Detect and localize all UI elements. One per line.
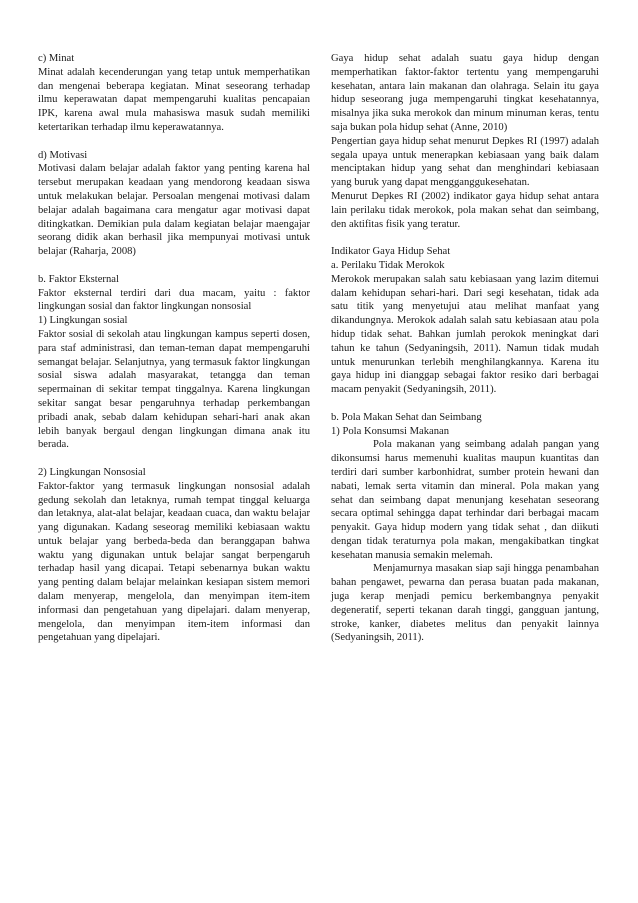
minat-heading: c) Minat: [38, 53, 75, 64]
pola-makan-heading: b. Pola Makan Sehat dan Seimbang: [331, 411, 482, 423]
faktor-eksternal-paragraph: Faktor eksternal terdiri dari dua macam, yaitu : faktor lingkungan sosial dan faktor lingkungan nonsosial: [38, 287, 310, 313]
gaya-hidup-paragraph: Gaya hidup sehat adalah suatu gaya hidup dengan memperhatikan faktor-faktor tertentu yang mempengaruhi kesehatan, antara lain makanan dan olahraga. Selain itu gaya hidup seseorang juga mempengaruhi tingkat kesehatannya, misalnya jika suka merokok dan minum minuman keras, tentu saja bukan pola hidup sehat (Anne, 2010): [331, 53, 599, 133]
tidak-merokok-paragraph: Merokok merupakan salah satu kebiasaan yang lazim ditemui dalam kehidupan sehari-hari. Dari segi kesehatan, tidak ada satu titik yang menyetujui atau melihat manfaat yang dikandungnya. Merokok adalah salah satu kebiasaan atau pola hidup tidak sehat. Bahkan jumlah perokok meningkat dari tahun ke tahun (Sedyaningsih, 2011). Namun tidak mudah untuk menurunkan terlebih menghilangkannya. Karena itu gaya hidup ini dianggap sebagai faktor resiko dari berbagai macam penyakit (Sedyaningsih, 2011).: [331, 273, 599, 396]
motivasi-paragraph: Motivasi dalam belajar adalah faktor yang penting karena hal tersebut merupakan keadaan yang mendorong keadaan siswa untuk melakukan belajar. Persoalan mengenai motivasi dalam belajar adalah bagaimana cara mengatur agar motivasi dapat ditingkatkan. Demikian pula dalam kegiatan belajar maengajar seorang didik akan berhasil jika mempunyai motivasi untuk belajar (Raharja, 2008): [38, 163, 310, 258]
motivasi-heading: d) Motivasi: [38, 149, 88, 161]
faktor-eksternal-heading: b. Faktor Eksternal: [38, 273, 119, 285]
pola-konsumsi-heading: 1) Pola Konsumsi Makanan: [331, 425, 449, 437]
spacer: [38, 135, 310, 149]
lingkungan-nonsosial-heading: 2) Lingkungan Nonsosial: [38, 466, 146, 478]
indikator-heading: Indikator Gaya Hidup Sehat: [331, 246, 451, 258]
left-column: [38, 52, 310, 645]
tidak-merokok-heading: a. Perilaku Tidak Merokok: [331, 259, 445, 271]
spacer: [331, 231, 599, 245]
siap-saji-paragraph: Menjamurnya masakan siap saji hingga penambahan bahan pengawet, pewarna dan perasa buatan pada makanan, juga kerap menjadi pemicu berkembangnya penyakit degeneratif, seperti tekanan darah tinggi, gangguan jantung, stroke, kanker, diabetes melitus dan penyakit lainnya (Sedyaningsih, 2011).: [331, 563, 599, 644]
lingkungan-sosial-heading: 1) Lingkungan sosial: [38, 315, 128, 327]
lingkungan-nonsosial-paragraph: Faktor-faktor yang termasuk lingkungan nonsosial adalah gedung sekolah dan letaknya, rumah tempat tinggal keluarga dan letaknya, alat-alat belajar, keadaan cuaca, dan waktu belajar yang digunakan. Kadang seseorag memiliki kebiasaan waktu untuk belajar yang berbeda-beda dan beranggapan bahwa waktu yang digunakan untuk belajar sangat berpengaruh terhadap hasil yang dicapai. Tetapi sebenarnya bukan waktu yang penting dalam belajar melainkan kesiapan sistem memori dalam menyerap, mengelola, dan menyimpan item-item informasi dan pengetahuan yang dipelajari. dalam menyerap, mengelola, dan menyimpan item-item informasi dan pengetahuan yang dipelajari.: [38, 480, 310, 644]
lingkungan-sosial-paragraph: Faktor sosial di sekolah atau lingkungan kampus seperti dosen, para staf administrasi, dan teman-teman dapat mempengaruhi semangat belajar. Selanjutnya, yang termasuk faktor lingkungan sosial siswa adalah masyarakat, tetangga dan teman sepermainan di sekitar tempat tinggalnya. Karena lingkungan sekitar sangat besar pengaruhnya terhadap perkembangan pribadi anak, sebab dalam kehidupan sehari-hari anak akan lebih banyak bergaul dengan lingkungan dimana anak itu berada.: [38, 328, 310, 451]
spacer: [38, 259, 310, 273]
minat-paragraph: Minat adalah kecenderungan yang tetap untuk memperhatikan dan mengenai beberapa kegiatan. Minat seseorang terhadap ilmu keperawatan dapat mempengaruhi kualitas pencapaian IPK, karena awal mula mahasiswa masuk sudah memiliki ketertarikan terhadap ilmu keperawatannya.: [38, 66, 310, 133]
right-column: [331, 52, 599, 645]
depkes-2002-paragraph: Menurut Depkes RI (2002) indikator gaya hidup sehat antara lain perilaku tidak merokok, pola makan sehat dan seimbang, den aktifitas fisik yang teratur.: [331, 190, 599, 230]
spacer: [38, 452, 310, 466]
depkes-1997-paragraph: Pengertian gaya hidup sehat menurut Depkes RI (1997) adalah segala upaya untuk menerapkan kebiasaan yang baik dalam menciptakan hidup yang sehat dan menghindari kebiasaan yang buruk yang dapat mengganggukesehatan.: [331, 135, 599, 189]
pola-konsumsi-paragraph: Pola makanan yang seimbang adalah pangan yang dikonsumsi harus memenuhi kualitas maupun kuantitas dan terdiri dari sumber karbonhidrat, sumber protein hewani dan nabati, lemak serta vitamin dan mineral. Pola makan yang sehat dan seimbang dapat menunjang kesehatan seseorang secara optimal sehingga dapat terhindar dari berbagai macam penyakit. Gaya hidup modern yang tidak sehat , dan diikuti dengan tidak teraturnya pola makan, mengakibatkan tingkat kesehatan manusia semakin melemah.: [331, 439, 599, 561]
spacer: [331, 397, 599, 411]
